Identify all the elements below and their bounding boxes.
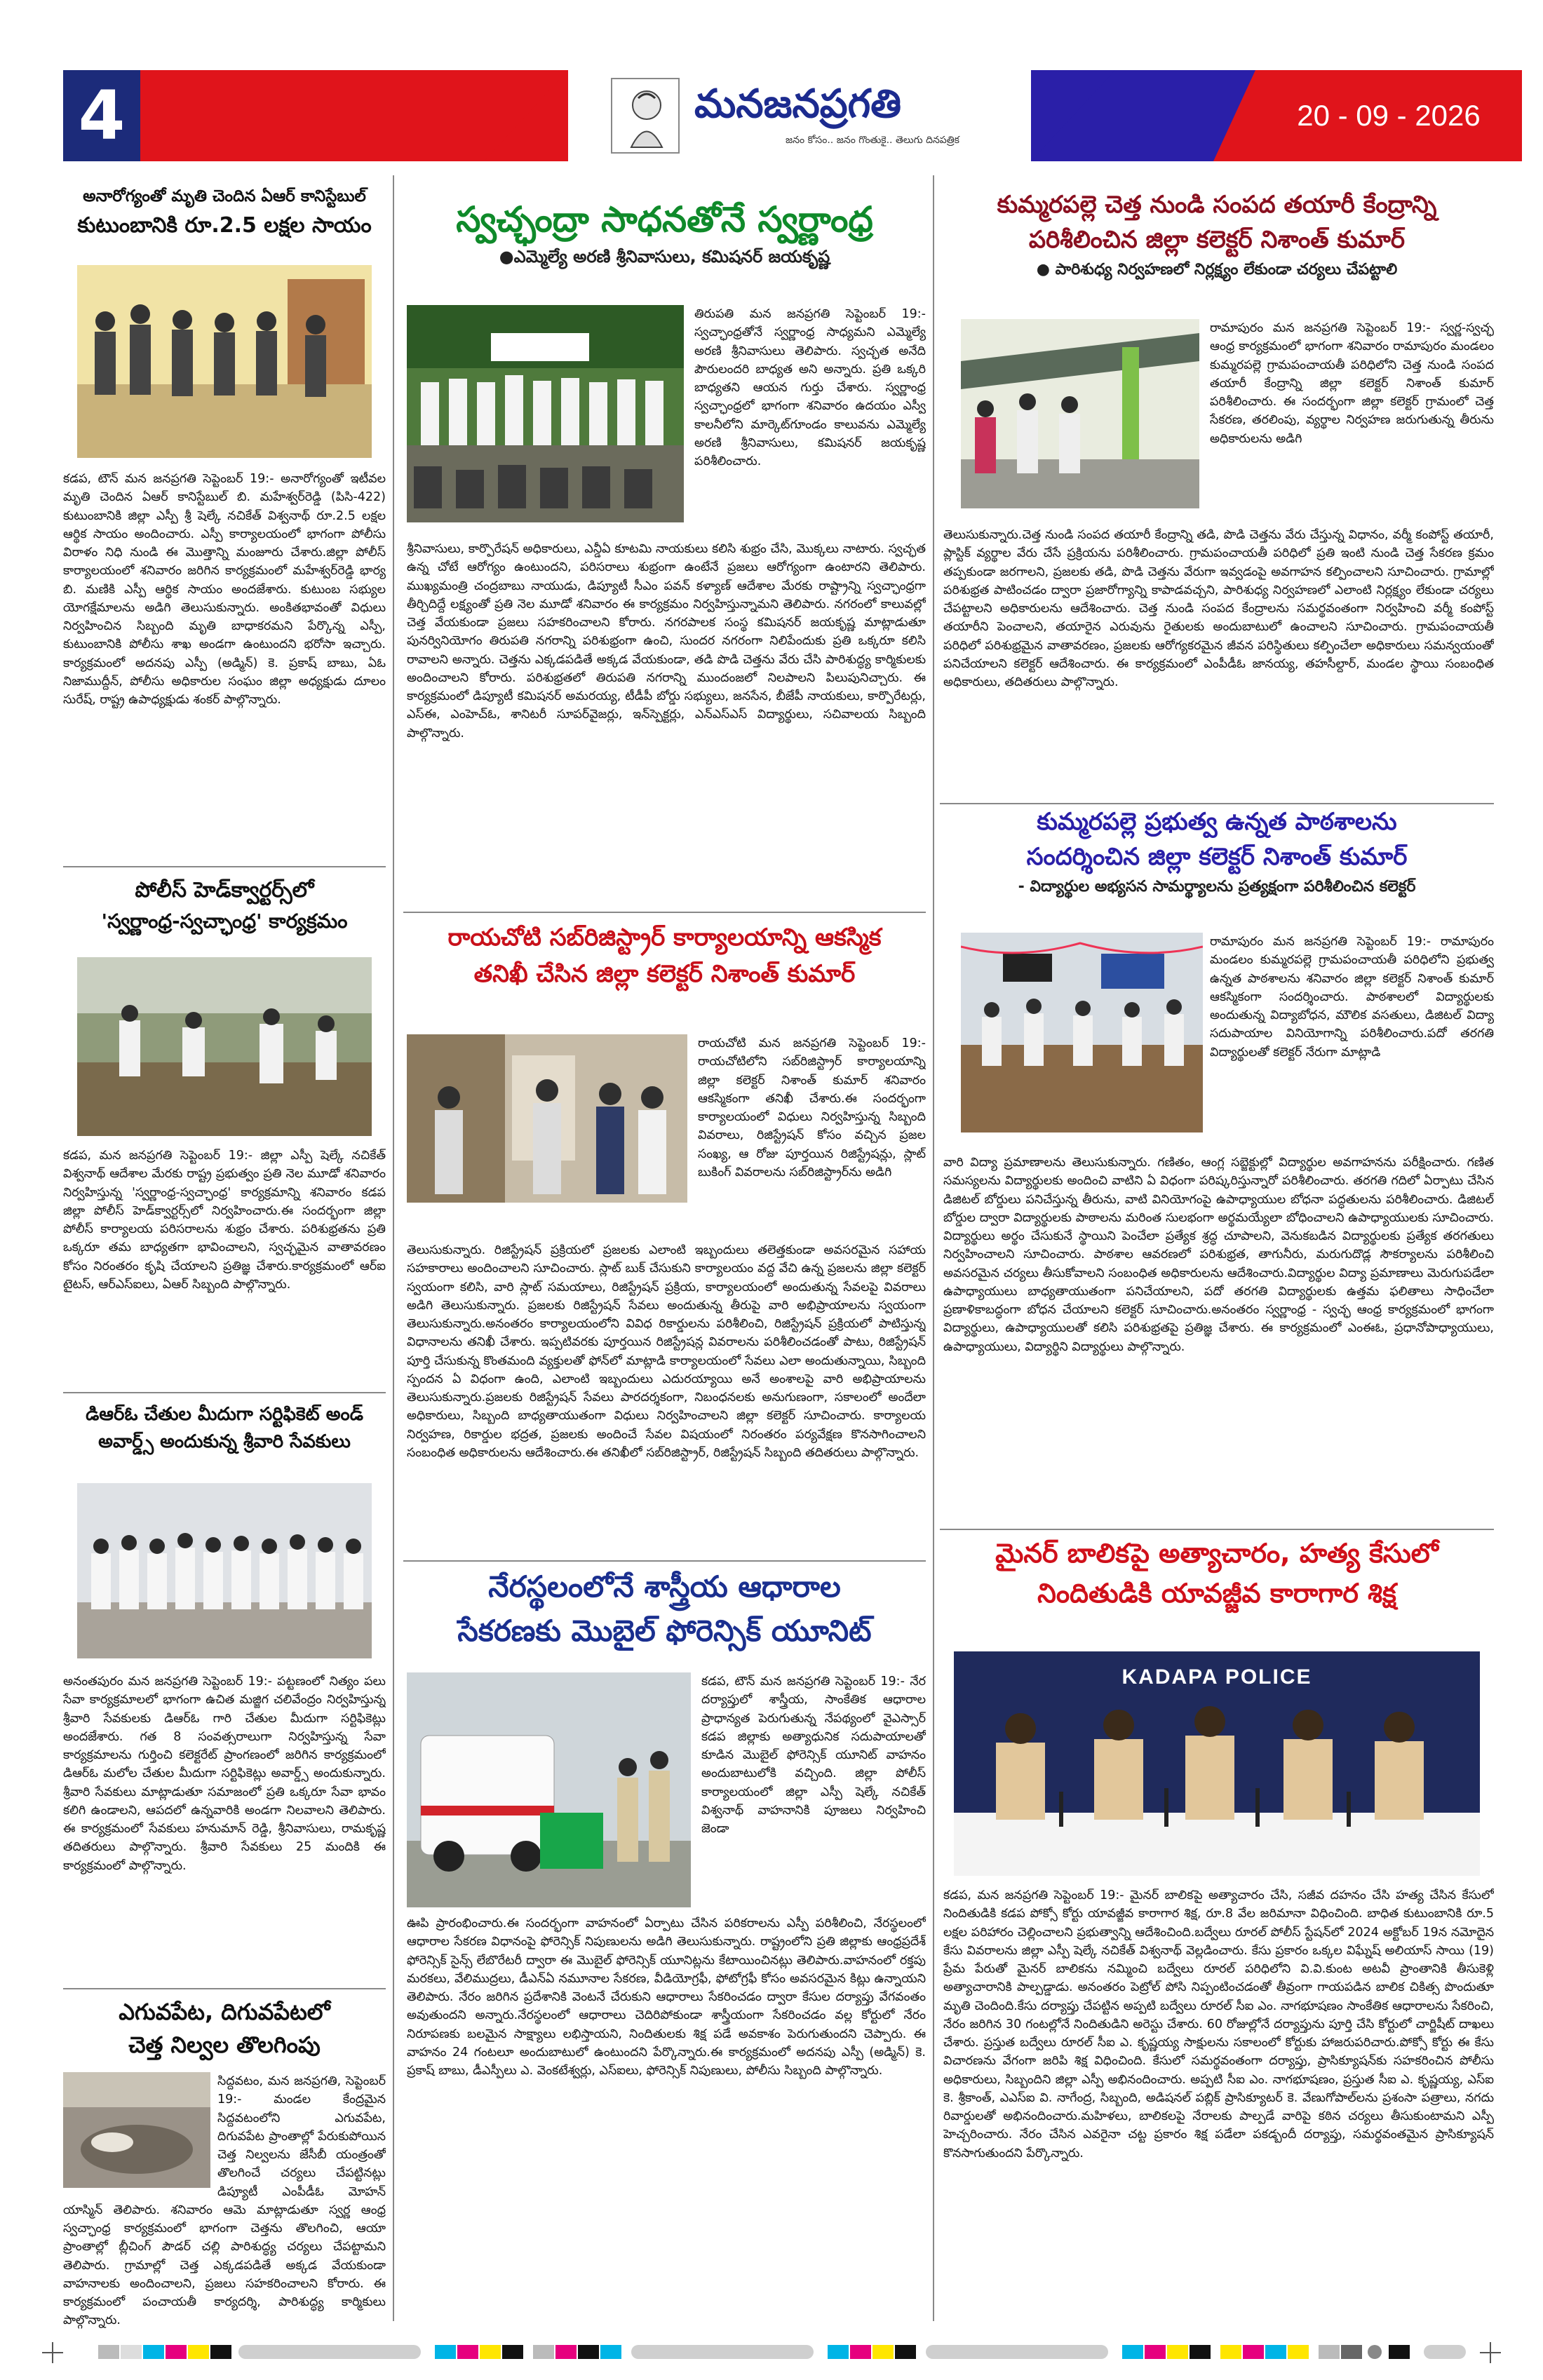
article-body [63,2072,386,2335]
paper-tagline: జనం కోసం.. జనం గొంతుకై.. తెలుగు దినపత్రిక [786,135,959,146]
waste-centre-photo-icon [961,319,1199,508]
masthead [63,70,1522,161]
article-headline: సేకరణకు మొబైల్ ఫోరెన్సిక్ యూనిట్ [457,1613,872,1648]
article-photo [961,319,1199,508]
article-headline: డిఆర్‌ఓ చేతుల మీదుగా సర్టిఫికెట్ అండ్ [86,1404,363,1425]
article-headline: కుటుంబానికి రూ.2.5 లక్షల సాయం [77,213,372,238]
article-headline: 'స్వర్ణాంధ్ర-స్వచ్ఛాంధ్ర' కార్యక్రమం [101,909,348,933]
article-mobile-forensic-unit [403,1567,926,1651]
article-headline: పరిశీలించిన జిల్లా కలెక్టర్ నిశాంత్ కుమార్ [1028,225,1406,254]
article-photo [77,265,372,458]
article-body: కడప, టౌన్ మన జనప్రగతి సెప్టెంబర్ 19:- అనారోగ్యంతో ఇటీవల మృతి చెందిన ఏఆర్ కానిస్టేబుల్ బి. మహేశ్వర్‌రెడ్డి (పిసి-422) కుటుంబానికి జిల్లా ఎస్పీ శ్రీ షెల్కే నచికేత్ విశ్వనాథ్ రూ.2.5 లక్షల ఆర్థిక సాయం అందించారు. ఎస్పీ కార్యాలయంలో భాగంగా పోలీసు విరాళం నిధి నుండి ఈ మొత్తాన్ని మంజూరు చేశారు.జిల్లా పోలీస్ కార్యాలయంలో శనివారం జరిగిన కార్యక్రమంలో మహేశ్వర్‌రెడ్డి భార్య బి. మణికి ఎస్పీ ఆర్థిక సాయం అందజేశారు. కుటుంబ సభ్యుల యోగక్షేమాలను అడిగి తెలుసుకున్నారు. అంకితభావంతో విధులు నిర్వహించిన సిబ్బంది మృతి బాధాకరమని పేర్కొన్న ఎస్పీ, కుటుంబానికి పోలీసు శాఖ అండగా ఉంటుందని భరోసా ఇచ్చారు. కార్యక్రమంలో అదనపు ఎస్పీ (అడ్మిన్) కె. ప్రకాష్ బాబు, ఏఓ నిజాముద్దీన్, పోలీసు అధికారుల సంఘం జిల్లా అధ్యక్షుడు దూలం సురేష్, రాష్ట్ర ఉపాధ్యక్షుడు శంకర్ పాల్గొన్నారు. [63,472,386,707]
article-constable-aid [63,186,386,241]
office-inspection-photo-icon [407,1034,687,1203]
article-headline: రాయచోటి సబ్‌రిజిస్ట్రార్ కార్యాలయాన్ని ఆకస్మిక [447,924,882,952]
article-body: రామాపురం మన జనప్రగతి సెప్టెంబర్ 19:- స్వర్ణ-స్వచ్ఛ ఆంధ్ర కార్యక్రమంలో భాగంగా శనివారం రామాపురం మండలం కుమ్మరపల్లె గ్రామపంచాయతీ పరిధిలోని చెత్త నుండి సంపద తయారీ కేంద్రాన్ని జిల్లా కలెక్టర్ నిశాంత్ కుమార్ పరిశీలించారు. ఈ సందర్భంగా జిల్లా కలెక్టర్ గ్రామంలో చెత్త సేకరణ, తరలింపు, వ్యర్థాల నిర్వహణ జరుగుతున్న తీరును అధికారులను అడిగి [1210,321,1494,446]
article-photo [407,1034,687,1203]
article-raychoti-inspection [403,922,926,991]
article-photo [77,1483,372,1658]
article-school-visit [940,806,1494,899]
article-body: శ్రీనివాసులు, కార్పొరేషన్ అధికారులు, ఎన్డీఏ కూటమి నాయకులు కలిసి శుభ్రం చేసి, మొక్కలు నాటారు. స్వచ్ఛత ఉన్న చోటే ఆరోగ్యం ఉంటుందని, పరిసరాలు శుభ్రంగా ఉంటేనే ప్రజలు ఆరోగ్యంగా ఉంటారని తెలిపారు. ముఖ్యమంత్రి చంద్రబాబు నాయుడు, డిప్యూటీ సీఎం పవన్ కళ్యాణ్ ఆదేశాల మేరకు రాష్ట్రాన్ని స్వచ్ఛాంధ్రగా తీర్చిదిద్దే లక్ష్యంతో ప్రతి నెల మూడో శనివారం ఈ కార్యక్రమం నిర్వహిస్తున్నామని తెలిపారు. నగరంలో కాలువల్లో చెత్త వేయకుండా ప్రజలు సహకరించాలని కోరారు. నగరపాలక సంస్థ కమిషనర్ జయకృష్ణ మాట్లాడుతూ పునర్వినియోగం తిరుపతి నగరాన్ని పరిశుభ్రంగా ఉంచి, సుందర నగరంగా నిలిపేందుకు ప్రతి ఒక్కరూ కలిసి రావాలని అన్నారు. చెత్తను ఎక్కడపడితే అక్కడ వేయకుండా, తడి పొడి చెత్తను వేరు చేసి పారిశుద్ధ్య కార్మికులకు అందించాలని కోరారు. పరిశుభ్రతలో తిరుపతి నగరాన్ని ముందంజలో నిలపాలని పిలుపునిచ్చారు. ఈ కార్యక్రమంలో డిప్యూటీ కమిషనర్ అమరయ్య, టీడీపీ బోర్డు సభ్యులు, జనసేన, బీజేపీ నాయకులు, కార్పొరేటర్లు, ఎస్ఈ, ఎంహెచ్‌ఓ, శానిటరీ సూపర్‌వైజర్లు, ఇన్‌స్పెక్టర్లు, ఎన్ఎస్ఎస్ విద్యార్థులు, సచివాలయ సిబ్బంది పాల్గొన్నారు. [407,542,926,741]
article-body: రామాపురం మన జనప్రగతి సెప్టెంబర్ 19:- రామాపురం మండలం కుమ్మరపల్లె గ్రామపంచాయతీ పరిధిలోని ప్రభుత్వ ఉన్నత పాఠశాలను శనివారం జిల్లా కలెక్టర్ నిశాంత్ కుమార్ ఆకస్మికంగా సందర్శించారు. పాఠశాలలో విద్యార్థులకు అందుతున్న విద్యాబోధన, మౌలిక వసతులు, డిజిటల్ విద్యా సదుపాయాల వినియోగాన్ని పరిశీలించారు.పదో తరగతి విద్యార్థులతో కలెక్టర్ నేరుగా మాట్లాడి [1210,935,1494,1060]
article-headline: కుమ్మరపల్లె చెత్త నుండి సంపద తయారీ కేంద్రాన్ని [997,191,1437,219]
article-subhead: ●ఎమ్మెల్యే అరణి శ్రీనివాసులు, కమిషనర్ జయకృష్ణ [499,246,830,266]
article-swachh-swarnandhra [403,196,926,271]
page-number: 4 [63,70,140,161]
article-body: కడప, టౌన్ మన జనప్రగతి సెప్టెంబర్ 19:- నేర దర్యాప్తులో శాస్త్రీయ, సాంకేతిక ఆధారాల ప్రాధాన్యత పెరుగుతున్న నేపథ్యంలో వైఎస్సార్ కడప జిల్లాకు అత్యాధునిక సదుపాయాలతో కూడిన మొబైల్ ఫోరెన్సిక్ యూనిట్ వాహనం అందుబాటులోకి వచ్చింది. జిల్లా పోలీస్ కార్యాలయంలో జిల్లా ఎస్పీ షెల్కే నచికేత్ విశ్వనాథ్ వాహనానికి పూజలు నిర్వహించి జెండా [701,1675,926,1836]
section-divider [63,1392,386,1393]
forensic-van-photo-icon [407,1672,691,1907]
article-photo [407,305,684,522]
article-headline: స్వచ్ఛంద్రా సాధనతోనే స్వర్ణాంధ్ర [456,199,873,240]
article-body: రాయచోటి మన జనప్రగతి సెప్టెంబర్ 19:- రాయచోటిలోని సబ్‌రిజిస్ట్రార్ కార్యాలయాన్ని జిల్లా కలెక్టర్ నిశాంత్ కుమార్ శనివారం ఆకస్మికంగా తనిఖీ చేశారు.ఈ సందర్భంగా కార్యాలయంలో విధులు నిర్వహిస్తున్న సిబ్బంది వివరాలు, రిజిస్ట్రేషన్ కోసం వచ్చిన ప్రజల సంఖ్య, ఆ రోజు పూర్తయిన రిజిస్ట్రేషన్లు, స్లాట్ బుకింగ్ వివరాలను సబ్‌రిజిస్ట్రార్‌ను అడిగి [698,1036,926,1179]
article-body: తిరుపతి మన జనప్రగతి సెప్టెంబర్ 19:- స్వచ్ఛాంధ్రతోనే స్వర్ణాంధ్ర సాధ్యమని ఎమ్మెల్యే అరణి శ్రీనివాసులు తెలిపారు. స్వచ్ఛత అనేది పౌరులందరి బాధ్యత అని అన్నారు. ప్రతి ఒక్కరి బాధ్యతని ఆయన గుర్తు చేశారు. స్వర్ణాంధ్ర స్వచ్ఛాంధ్రలో భాగంగా శనివారం ఉదయం ఎస్వీ కాలనీలోని మార్కెట్‌గూండం కాలువను ఎమ్మెల్యే అరణి శ్రీనివాసులు, కమిషనర్ జయకృష్ణ పరిశీలించారు. [694,307,926,468]
article-headline: అనారోగ్యంతో మృతి చెందిన ఏఆర్ కానిస్టేబుల్ [83,187,366,205]
column-divider [933,175,934,2321]
photo-banner-text: KADAPA POLICE [1121,1665,1312,1689]
article-headline: నేరస్థలంలోనే శాస్త్రీయ ఆధారాల [488,1569,841,1604]
article-police-hq-cleanliness [63,877,386,934]
article-headline: నిందితుడికి యావజ్జీవ కారాగార శిక్ష [1037,1578,1396,1609]
article-subhead: - విద్యార్థుల అభ్యసన సామర్థ్యాలను ప్రత్యక్షంగా పరిశీలించిన కలెక్టర్ [1018,877,1416,895]
article-body: ఊపి ప్రారంభించారు.ఈ సందర్భంగా వాహనంలో ఏర్పాటు చేసిన పరికరాలను ఎస్పీ పరిశీలించి, నేరస్థలంలో ఆధారాల సేకరణ విధానంపై ఫోరెన్సిక్ నిపుణులను అడిగి తెలుసుకున్నారు. రాష్ట్రంలోని ప్రతి జిల్లాకు ఆంధ్రప్రదేశ్ ఫోరెన్సిక్ సైన్స్ లేబొరేటరీ ద్వారా ఈ మొబైల్ ఫోరెన్సిక్ యూనిట్లను కేటాయించినట్లు తెలిపారు.వాహనంలో రక్తపు మరకలు, వేలిముద్రలు, డీఎన్ఏ నమూనాల సేకరణ, వీడియోగ్రఫీ, ఫోటోగ్రఫీ కోసం అవసరమైన కిట్లు ఉన్నాయని తెలిపారు. నేరం జరిగిన ప్రదేశానికి వెంటనే చేరుకుని ఆధారాలు సేకరించడం ద్వారా కేసుల దర్యాప్తు వేగవంతం అవుతుందని అన్నారు.నేరస్థలంలో ఆధారాలు చెదిరిపోకుండా శాస్త్రీయంగా సేకరించడం వల్ల కోర్టులో నేరం నిరూపణకు బలమైన సాక్ష్యాలు లభిస్తాయని, నిందితులకు శిక్ష పడే అవకాశం పెరుగుతుందని చెప్పారు. ఈ వాహనం 24 గంటలూ అందుబాటులో ఉంటుందని పేర్కొన్నారు.ఈ కార్యక్రమంలో అదనపు ఎస్పీ (అడ్మిన్) కె. ప్రకాష్ బాబు, డీఎస్పీలు ఎ. వెంకటేశ్వర్లు, ఎస్ఐలు, ఫోరెన్సిక్ నిపుణులు, పోలీసు సిబ్బంది పాల్గొన్నారు. [407,1916,926,2078]
article-headline: చెత్త నిల్వల తొలగింపు [128,2031,321,2059]
section-divider [940,803,1494,804]
article-headline: అవార్డ్స్ అందుకున్న శ్రీవారి సేవకులు [98,1431,351,1453]
group-photo-icon [77,265,372,458]
article-photo [961,933,1203,1132]
article-headline: ఎగువపేట, దిగువపేటలో [119,1999,330,2025]
registration-marks-icon [0,2335,1543,2370]
section-divider [940,1529,1494,1530]
paper-name: మనజనప్రగతి [694,81,902,127]
article-headline: తనిఖీ చేసిన జిల్లా కలెక్టర్ నిశాంత్ కుమార్ [473,959,856,988]
paper-logo [610,77,1003,154]
masthead-wedge-right [1031,70,1115,161]
classroom-photo-icon [961,933,1203,1132]
article-headline: మైనర్ బాలికపై అత్యాచారం, హత్య కేసులో [995,1538,1438,1569]
article-headline: కుమ్మరపల్లె ప్రభుత్వ ఉన్నత పాఠశాలను [1037,808,1397,836]
article-waste-to-wealth-centre [940,189,1494,282]
column-divider [393,175,394,2321]
photo-wrap-spacer [63,2072,217,2191]
article-headline: సందర్శించిన జిల్లా కలెక్టర్ నిశాంత్ కుమార్ [1026,842,1408,871]
article-body: కడప, మన జనప్రగతి సెప్టెంబర్ 19:- జిల్లా ఎస్పీ షెల్కే నచికేత్ విశ్వనాథ్ ఆదేశాల మేరకు రాష్ట్ర ప్రభుత్వం ప్రతి నెల మూడో శనివారం నిర్వహిస్తున్న 'స్వర్ణాంధ్ర-స్వచ్ఛాంధ్ర' కార్యక్రమాన్ని శనివారం కడప జిల్లా పోలీస్ హెడ్‌క్వార్టర్స్‌లో నిర్వహించారు.ఈ సందర్భంగా జిల్లా పోలీస్ కార్యాలయ పరిసరాలను శుభ్రం చేశారు. పరిశుభ్రతను ప్రతి ఒక్కరూ తమ బాధ్యతగా భావించాలని, స్వచ్ఛమైన వాతావరణం కోసం నిరంతరం కృషి చేయాలని ప్రతిజ్ఞ చేశారు.కార్యక్రమంలో ఆర్ఐ టైటస్, ఆర్ఎస్ఐలు, ఏఆర్ సిబ్బంది పాల్గొన్నారు. [63,1149,386,1292]
article-photo [954,1651,1480,1876]
article-pocso-sentence [940,1536,1494,1612]
article-body: తెలుసుకున్నారు.చెత్త నుండి సంపద తయారీ కేంద్రాన్ని తడి, పొడి చెత్తను వేరు చేస్తున్న విధానం, వర్మీ కంపోస్ట్ తయారీ, ప్లాస్టిక్ వ్యర్థాల వేరు చేసే ప్రక్రియను పరిశీలించారు. గ్రామపంచాయతీ పరిధిలో ప్రతి ఇంటి నుండి చెత్త సేకరణ క్రమం తప్పకుండా జరగాలని, ప్రజలకు తడి, పొడి చెత్తను వేరుగా ఇవ్వడంపై అవగాహన కల్పించాలని సూచించారు. గ్రామాల్లో పరిశుభ్రత పాటించడం ద్వారా ప్రజారోగ్యాన్ని కాపాడవచ్చని, పారిశుధ్య నిర్వహణలో ఎలాంటి నిర్లక్ష్యం లేకుండా చర్యలు చేపట్టాలని అధికారులను ఆదేశించారు. చెత్త నుండి సంపద కేంద్రాలను సమర్థవంతంగా నిర్వహించి వర్మీ కంపోస్ట్ తయారీని పెంచాలని, తయారైన ఎరువును రైతులకు అందుబాటులో ఉంచాలని సూచించారు. గ్రామపంచాయతీ పరిధిలో పరిశుభ్రమైన వాతావరణం, ప్రజలకు ఆరోగ్యకరమైన జీవన పరిస్థితులు కల్పించేలా అధికారులు సమన్వయంతో పనిచేయాలని కలెక్టర్ ఆదేశించారు. ఈ కార్యక్రమంలో ఎంపీడీఓ జానయ్య, తహసీల్దార్, మండల స్థాయి సంబంధిత అధికారులు, తదితరులు పాల్గొన్నారు. [943,528,1494,689]
article-srivari-sevakulu [63,1402,386,1454]
article-body: కడప, మన జనప్రగతి సెప్టెంబర్ 19:- మైనర్ బాలికపై అత్యాచారం చేసి, సజీవ దహనం చేసి హత్య చేసిన కేసులో నిందితుడికి కడప పోక్సో కోర్టు యావజ్జీవ కారాగార శిక్ష, రూ.8 వేల జరిమానా విధించింది. బాధిత కుటుంబానికి రూ.5 లక్షల పరిహారం చెల్లించాలని ప్రభుత్వాన్ని ఆదేశించింది.బద్వేలు రూరల్ పోలీస్ స్టేషన్‌లో 2024 అక్టోబర్ 19న నమోదైన కేసు వివరాలను జిల్లా ఎస్పీ షెల్కే నచికేత్ విశ్వనాథ్ వెల్లడించారు. కేసు ప్రకారం ఒక్కల విఘ్నేష్ అలియాస్ సాయి (19) ప్రేమ పేరుతో మైనర్ బాలికను నమ్మించి బద్వేలు రూరల్ పరిధిలోని వి.వి.కుంట అటవీ ప్రాంతానికి తీసుకెళ్లి అత్యాచారానికి పాల్పడ్డాడు. అనంతరం పెట్రోల్ పోసి నిప్పంటించడంతో తీవ్రంగా గాయపడిన బాలిక చికిత్స పొందుతూ మృతి చెందింది.కేసు దర్యాప్తు చేపట్టిన అప్పటి బద్వేలు రూరల్ సీఐ ఎం. నాగభూషణం సాంకేతిక ఆధారాలను సేకరించి, నేరం జరిగిన 30 గంటల్లోనే నిందితుడిని అరెస్టు చేశారు. 60 రోజుల్లోనే దర్యాప్తును పూర్తి చేసి కోర్టులో చార్జిషీట్ దాఖలు చేశారు. ప్రస్తుత బద్వేలు రూరల్ సీఐ ఎ. కృష్ణయ్య సాక్షులను సకాలంలో కోర్టుకు హాజరుపరిచారు.పోక్సో కోర్టు ఈ కేసు విచారణను వేగంగా జరిపి శిక్ష విధించింది. కేసులో సమర్థవంతంగా దర్యాప్తు, ప్రాసిక్యూషన్‌కు సహకరించిన పోలీసు అధికారులు, సిబ్బందిని జిల్లా ఎస్పీ అభినందించారు. అప్పటి సీఐ ఎం. నాగభూషణం, ప్రస్తుత సీఐ ఎ. కృష్ణయ్య, ఎస్ఐ కె. శ్రీకాంత్, ఎఎస్ఐ వి. నాగేంద్ర, సిబ్బంది, అడిషనల్ పబ్లిక్ ప్రాసిక్యూటర్ కె. వేణుగోపాల్‌లను ప్రశంసా పత్రాలు, నగదు రివార్డులతో అభినందించారు.మహిళలు, బాలికలపై నేరాలకు పాల్పడే వారిపై కఠిన చర్యలు తీసుకుంటామని ఎస్పీ హెచ్చరించారు. నేరం చేసిన ఎవరైనా చట్ట ప్రకారం శిక్ష పడేలా పకడ్బందీ దర్యాప్తు, సమర్థవంతమైన ప్రాసిక్యూషన్ కొనసాగుతుందని పేర్కొన్నారు. [943,1888,1494,2161]
masthead-wedge-left [484,70,568,161]
group-rally-photo-icon [407,305,684,522]
article-subhead: ● పారిశుధ్య నిర్వహణలో నిర్లక్ష్యం లేకుండా చర్యలు చేపట్టాలి [1036,260,1398,278]
article-body: అనంతపురం మన జనప్రగతి సెప్టెంబర్ 19:- పట్టణంలో నిత్యం పలు సేవా కార్యక్రమాలలో భాగంగా ఉచిత మజ్జిగ చలివేంద్రం నిర్వహిస్తున్న శ్రీవారి సేవకులకు డిఆర్‌ఓ గారి చేతుల మీదుగా సర్టిఫికెట్లు అందజేశారు. గత 8 సంవత్సరాలుగా నిర్వహిస్తున్న సేవా కార్యక్రమాలను గుర్తించి కలెక్టరేట్ ప్రాంగణంలో జరిగిన కార్యక్రమంలో డిఆర్‌ఓ మలోల చేతుల మీదుగా సర్టిఫికెట్లు అవార్డ్స్ అందుకున్నారు. శ్రీవారి సేవకులు మాట్లాడుతూ సమాజంలో ప్రతి ఒక్కరూ సేవా భావం కలిగి ఉండాలని, ఆపదలో ఉన్నవారికి అండగా నిలవాలని తెలిపారు. ఈ కార్యక్రమంలో సేవకులు హనుమాన్ రెడ్డి, శ్రీనివాసులు, రామకృష్ణ తదితరులు పాల్గొన్నారు. శ్రీవారి సేవకులు 25 మందికి ఈ కార్యక్రమంలో పాల్గొన్నారు. [63,1675,386,1873]
issue-date: 20 - 09 - 2026 [1255,70,1522,161]
article-body-text: సిద్దవటం, మన జనప్రగతి, సెప్టెంబర్ 19:- మండల కేంద్రమైన సిద్దవటంలోని ఎగువపేట, దిగువపేట ప్రాంతాల్లో పేరుకుపోయిన చెత్త నిల్వలను జేసీబీ యంత్రంతో తొలగించే చర్యలు చేపట్టినట్లు డిప్యూటీ ఎంపీడీఓ మోహన్ యాస్మిన్ తెలిపారు. శనివారం ఆమె మాట్లాడుతూ స్వర్ణ ఆంధ్ర స్వచ్ఛాంధ్ర కార్యక్రమంలో భాగంగా చెత్తను తొలగించి, ఆయా ప్రాంతాల్లో బ్లీచింగ్ పౌడర్ చల్లి పారిశుద్ధ్య చర్యలు చేపట్టామని తెలిపారు. గ్రామాల్లో చెత్త ఎక్కడపడితే అక్కడ వేయకుండా వాహనాలకు అందించాలని, ప్రజలు సహకరించాలని కోరారు. ఈ కార్యక్రమంలో పంచాయతీ కార్యదర్శి, పారిశుద్ధ్య కార్మికులు పాల్గొన్నారు. [63,2074,386,2328]
article-photo [77,957,372,1136]
print-color-bar [0,2335,1543,2370]
article-garbage-removal [63,1997,386,2060]
section-divider [403,912,926,913]
cleaning-photo-icon [77,957,372,1136]
date-wedge [1213,70,1255,161]
award-photo-icon [77,1483,372,1658]
section-divider [63,1988,386,1989]
section-divider [403,1560,926,1562]
logo-emblem-icon [610,77,680,154]
article-photo [407,1672,691,1907]
article-body: వారి విద్యా ప్రమాణాలను తెలుసుకున్నారు. గణితం, ఆంగ్ల సబ్జెక్టుల్లో విద్యార్థుల అవగాహనను పరీక్షించారు. గణిత సమస్యలను విద్యార్థులకు అందించి వాటిని ఏ విధంగా పరిష్కరిస్తున్నారో పరిశీలించారు. తరగతి గదిలో ఏర్పాటు చేసిన డిజిటల్ బోర్డులు పనిచేస్తున్న తీరును, వాటి వినియోగంపై ఉపాధ్యాయుల బోధనా పద్ధతులను పరిశీలించారు. డిజిటల్ బోర్డుల ద్వారా విద్యార్థులకు పాఠాలను మరింత సులభంగా అర్థమయ్యేలా బోధించాలని ఉపాధ్యాయులకు సూచించారు. విద్యార్థులు అర్థం చేసుకునే స్థాయిని పెంచేలా ప్రత్యేక శ్రద్ధ చూపాలని, వెనుకబడిన విద్యార్థులకు ప్రత్యేక తరగతులు నిర్వహించాలని సూచించారు. పాఠశాల ఆవరణలో పరిశుభ్రత, తాగునీరు, మరుగుదొడ్ల సౌకర్యాలను పరిశీలించి అవసరమైన చర్యలు తీసుకోవాలని సంబంధిత అధికారులను ఆదేశించారు.విద్యార్థుల విద్యా ప్రమాణాలు మెరుగుపడేలా ఉపాధ్యాయులు బాధ్యతాయుతంగా పనిచేయాలని, పదో తరగతి విద్యార్థులకు ఉత్తమ ఫలితాలు సాధించేలా ప్రణాళికాబద్ధంగా బోధన చేయాలని కలెక్టర్ సూచించారు.అనంతరం స్వర్ణాంధ్ర - స్వచ్ఛ ఆంధ్ర కార్యక్రమంలో భాగంగా విద్యార్థులు, ఉపాధ్యాయులతో కలిసి పరిశుభ్రతపై ప్రతిజ్ఞ చేశారు. ఈ కార్యక్రమంలో ఎంఈఓ, ప్రధానోపాధ్యాయులు, ఉపాధ్యాయులు, విద్యార్థిని విద్యార్థులు పాల్గొన్నారు. [943,1156,1494,1354]
article-body: తెలుసుకున్నారు. రిజిస్ట్రేషన్ ప్రక్రియలో ప్రజలకు ఎలాంటి ఇబ్బందులు తలెత్తకుండా అవసరమైన సహాయ సహకారాలు అందించాలని సూచించారు. స్లాట్ బుక్ చేసుకుని కార్యాలయం వద్ద వేచి ఉన్న ప్రజలను జిల్లా కలెక్టర్ స్వయంగా కలిసి, వారి స్లాట్ సమయాలు, రిజిస్ట్రేషన్ ప్రక్రియ, కార్యాలయంలో అందుతున్న సేవలపై వివరాలు అడిగి తెలుసుకున్నారు. ప్రజలకు రిజిస్ట్రేషన్ సేవలు అందుతున్న తీరుపై వారి అభిప్రాయాలను స్వయంగా తెలుసుకున్నారు.అనంతరం కార్యాలయంలోని వివిధ రికార్డులను పరిశీలించి, రిజిస్ట్రేషన్ ప్రక్రియలో పాటిస్తున్న విధానాలను తనిఖీ చేశారు. ఇప్పటివరకు పూర్తయిన రిజిస్ట్రేషన్ల వివరాలను పరిశీలించడంతో పాటు, రిజిస్ట్రేషన్ పూర్తి చేసుకున్న కొంతమంది వ్యక్తులతో ఫోన్‌లో మాట్లాడి కార్యాలయంలో సేవలు ఎలా అందుతున్నాయి, సిబ్బంది స్పందన ఏ విధంగా ఉంది, ఎలాంటి ఇబ్బందులు ఎదురయ్యాయి అనే అంశాలపై వారి అభిప్రాయాలను తెలుసుకున్నారు.ప్రజలకు రిజిస్ట్రేషన్ సేవలు పారదర్శకంగా, నిబంధనలకు అనుగుణంగా, సకాలంలో అందేలా అధికారులు, సిబ్బంది బాధ్యతాయుతంగా విధులు నిర్వహించాలని జిల్లా కలెక్టర్ సూచించారు. కార్యాలయ నిర్వహణ, రికార్డుల భద్రత, ప్రజలకు అందించే సేవల విషయంలో నిరంతరం పర్యవేక్షణ కొనసాగించాలని సంబంధిత అధికారులను ఆదేశించారు.ఈ తనిఖీలో సబ్‌రిజిస్ట్రార్, రిజిస్ట్రేషన్ సిబ్బంది తదితరులు పాల్గొన్నారు. [407,1243,926,1460]
article-headline: పోలీస్ హెడ్‌క్వార్టర్స్‌లో [135,878,314,902]
section-divider [63,866,386,867]
